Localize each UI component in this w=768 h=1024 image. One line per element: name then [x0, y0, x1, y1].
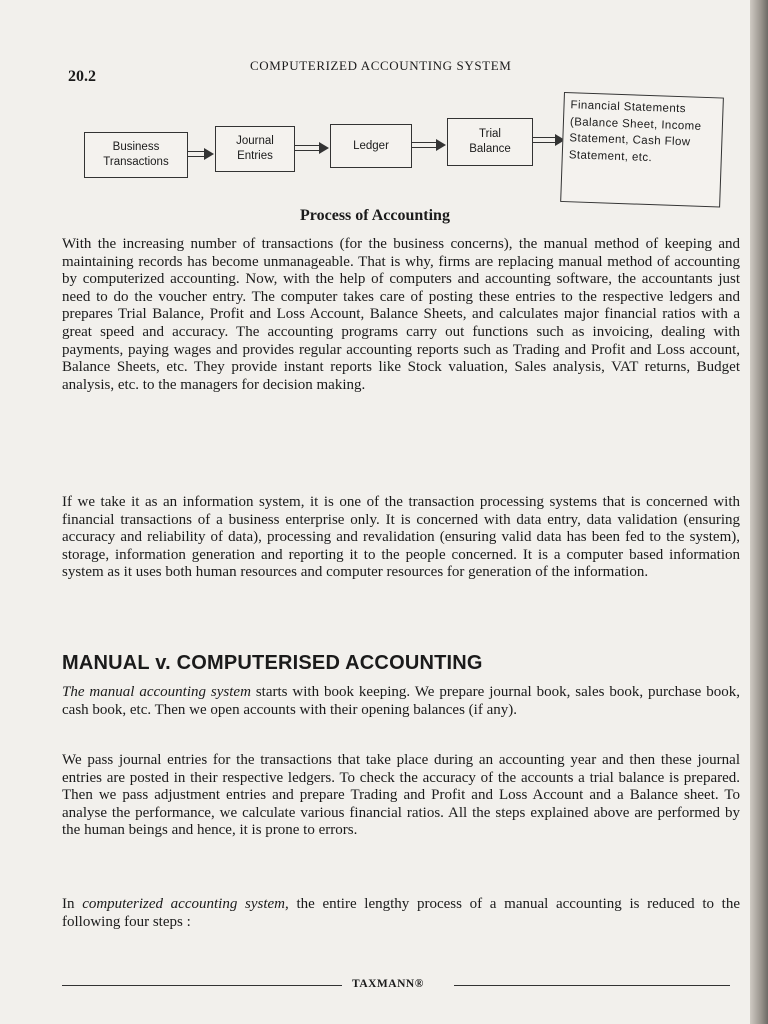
running-title: COMPUTERIZED ACCOUNTING SYSTEM	[250, 58, 512, 73]
footer-rule-left	[62, 985, 342, 986]
page-footer	[62, 976, 732, 996]
arrow-icon	[412, 142, 446, 148]
box-line: Entries	[237, 150, 273, 162]
box-line: Balance	[469, 143, 511, 155]
emphasis-text: The manual accounting system	[62, 684, 251, 700]
section-heading: MANUAL v. COMPUTERISED ACCOUNTING	[62, 652, 483, 674]
arrow-icon	[533, 137, 565, 143]
box-line: Statement, etc.	[568, 148, 653, 164]
paragraph-intro: With the increasing number of transactions (for the business concerns), the manual method of keeping and maintaining records has become unmanageable. That is why, firms are replacing manual method of accounting by computerized accounting. Now, with the help of computers and accounting software, the accountants just need to do the voucher entry. The computer takes care of posting these entries to the respective ledgers and prepares Trial Balance, Profit and Loss Account, Balance Sheets, and calculates major financial ratios with a great speed and accuracy. The accounting programs carry out functions such as invoicing, dealing with payments, paying wages and provides regular accounting reports such as Trading and Profit and Loss account, Balance Sheets, etc. They provide instant reports like Stock valuation, Sales analysis, VAT returns, Budget analysis, etc. to the managers for decision making.	[62, 236, 740, 393]
paragraph-manual-system	[62, 684, 740, 719]
publisher-brand: TAXMANN®	[352, 978, 424, 990]
paragraph-text: In	[62, 896, 83, 912]
box-trial-balance	[447, 118, 533, 166]
paragraph-manual-steps: We pass journal entries for the transactions that take place during an accounting year and then these journal entries are posted in their respective ledgers. To check the accuracy of the accounts a trial balance is prepared. Then we pass adjustment entries and prepare Trading and Profit and Loss Account and a Balance sheet. To analyse the performance, we calculate various financial ratios. All the steps explained above are performed by the human beings and hence, it is prone to errors.	[62, 752, 740, 839]
box-ledger	[330, 124, 412, 168]
page-number: 20.2	[68, 68, 96, 85]
paragraph-information-system: If we take it as an information system, it is one of the transaction processing systems that is concerned with financial transactions of a business enterprise only. It is concerned with data entry, data validation (ensuring accuracy and reliability of data), processing and revalidation (ensuring valid data has been fed to the system), storage, information generation and reporting it to the people concerned. It is a computer based information system as it uses both human resources and computer resources for generation of the information.	[62, 494, 740, 581]
paragraph-text: , the entire lengthy process of a manual accounting is reduced to the following four steps :	[62, 896, 740, 930]
box-line: Financial Statements	[570, 99, 687, 116]
box-line: Business	[112, 141, 160, 153]
accounting-process-diagram	[84, 92, 734, 204]
book-spine-shadow	[750, 0, 768, 1024]
emphasis-text: computerized accounting system	[82, 896, 286, 912]
box-line: Trial	[479, 128, 501, 140]
paragraph-text: starts with book keeping. We prepare journal book, sales book, purchase book, cash book, etc. Then we open accounts with their opening balances (if any).	[62, 684, 741, 718]
diagram-caption: Process of Accounting	[300, 207, 450, 224]
box-line: (Balance Sheet, Income	[569, 115, 702, 133]
box-line: Transactions	[103, 156, 169, 168]
arrow-icon	[295, 145, 329, 151]
footer-rule-right	[454, 985, 730, 986]
box-line: Statement, Cash Flow	[569, 132, 691, 149]
paragraph-computerized-system	[62, 896, 740, 931]
box-business-transactions	[84, 132, 188, 178]
box-financial-statements	[560, 92, 724, 208]
box-line: Journal	[236, 135, 274, 147]
arrow-icon	[188, 151, 214, 157]
box-journal-entries	[215, 126, 295, 172]
box-line: Ledger	[353, 139, 389, 152]
